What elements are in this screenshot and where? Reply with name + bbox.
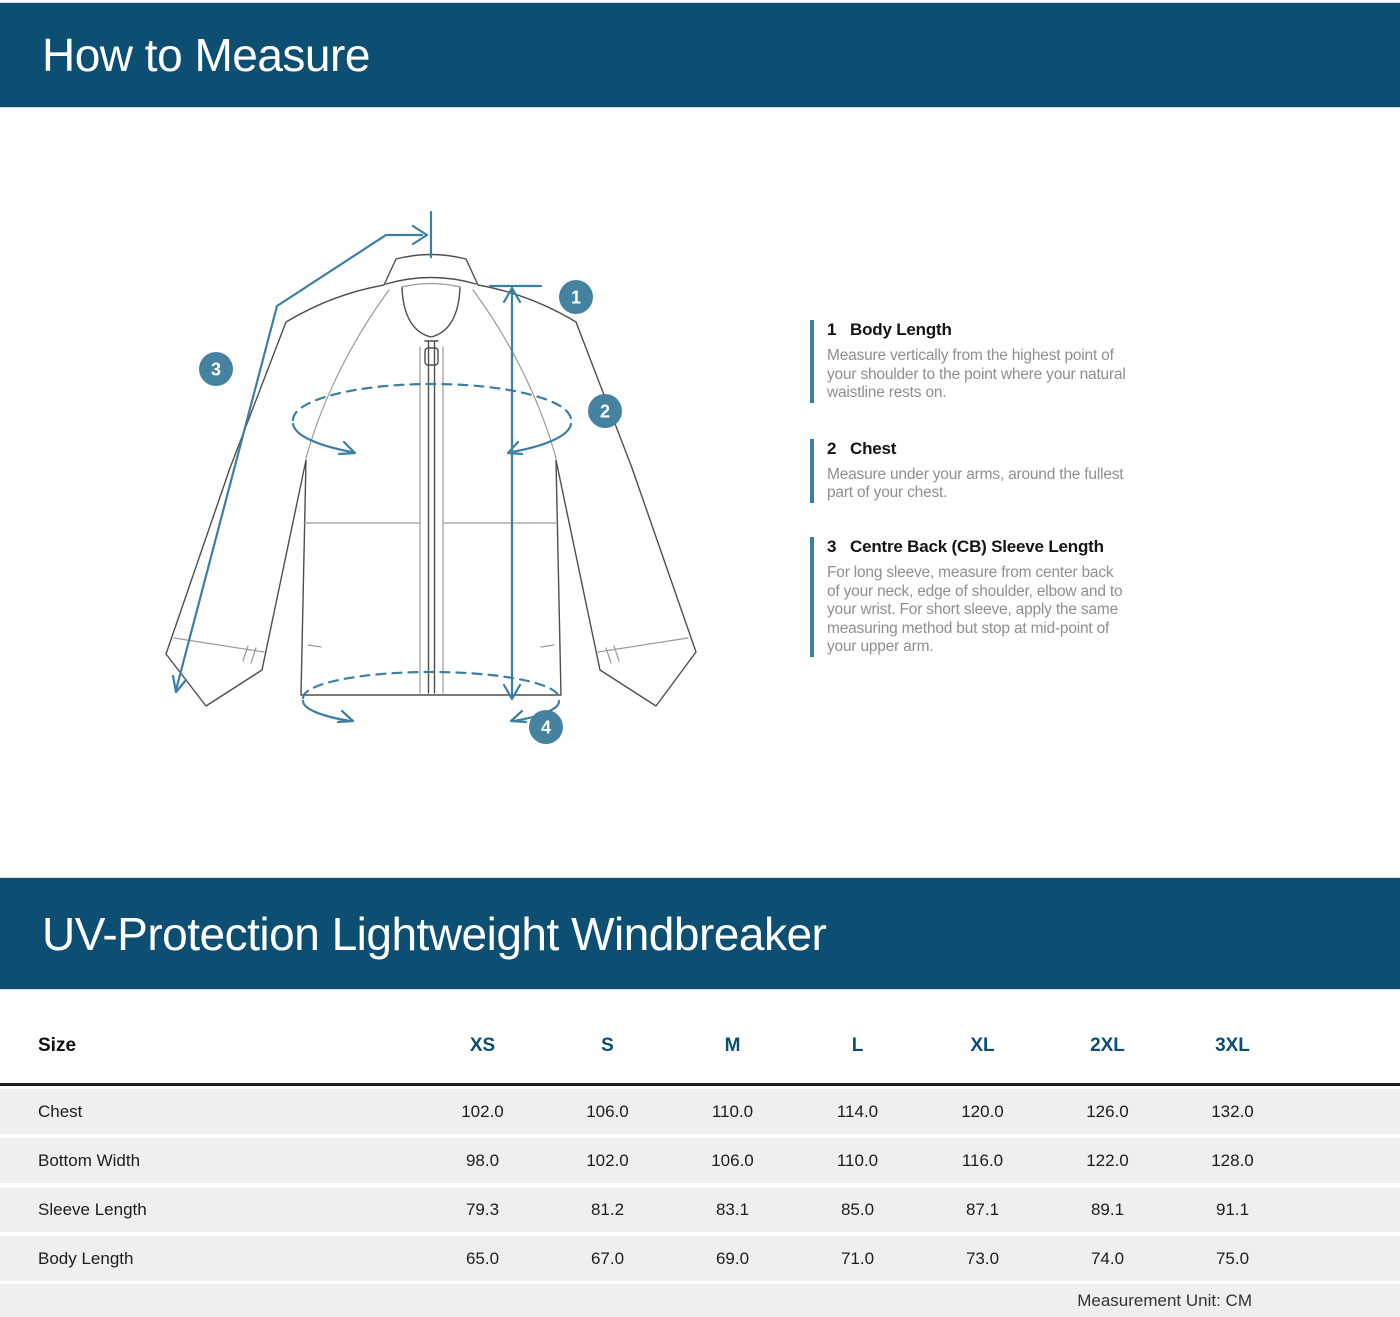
- column-header-2xl: 2XL: [1090, 1034, 1125, 1056]
- column-header-l: L: [851, 1034, 864, 1056]
- cell-value: 81.2: [590, 1199, 625, 1219]
- measurement-notes: [810, 320, 1132, 657]
- note-chest: [810, 439, 1132, 503]
- cell-value: 87.1: [965, 1199, 1000, 1219]
- cell-value: 128.0: [1211, 1150, 1254, 1170]
- note-heading: [827, 320, 1132, 340]
- cell-value: 120.0: [961, 1101, 1004, 1121]
- cell-value: 106.0: [586, 1101, 629, 1121]
- note-number: 2: [827, 438, 837, 458]
- cell-value: 102.0: [586, 1150, 629, 1170]
- row-label: Bottom Width: [38, 1150, 141, 1170]
- note-description: For long sleeve, measure from center back of your neck, edge of shoulder, elbow and to your wrist. For short sleeve, apply the same measuring method but stop at mid-point of your upper arm.: [827, 563, 1123, 656]
- cell-value: 110.0: [836, 1150, 879, 1170]
- cell-value: 116.0: [961, 1150, 1004, 1170]
- cell-value: 74.0: [1090, 1248, 1125, 1268]
- cell-value: 67.0: [590, 1248, 625, 1268]
- cell-value: 91.1: [1215, 1199, 1250, 1219]
- note-title: Chest: [850, 438, 897, 458]
- table-row-sleeve-length: [0, 1187, 1400, 1232]
- column-header-3xl: 3XL: [1215, 1034, 1250, 1056]
- cell-value: 89.1: [1090, 1199, 1125, 1219]
- cell-value: 75.0: [1215, 1248, 1250, 1268]
- cell-value: 85.0: [840, 1199, 875, 1219]
- table-row-bottom-width: [0, 1138, 1400, 1183]
- column-header-s: S: [601, 1034, 614, 1056]
- size-table-header: [0, 1008, 1400, 1086]
- note-number: 3: [827, 536, 837, 556]
- note-description: Measure vertically from the highest point of your shoulder to the point where your natural waistline rests on.: [827, 347, 1126, 402]
- table-row-body-length: [0, 1236, 1400, 1281]
- note-title: Centre Back (CB) Sleeve Length: [850, 536, 1104, 556]
- cell-value: 65.0: [465, 1248, 500, 1268]
- cell-value: 98.0: [465, 1150, 500, 1170]
- cell-value: 122.0: [1086, 1150, 1129, 1170]
- product-banner: [0, 877, 1400, 990]
- page-title: How to Measure: [42, 29, 370, 81]
- cell-value: 71.0: [840, 1248, 875, 1268]
- column-header-xs: XS: [469, 1034, 496, 1056]
- row-label: Sleeve Length: [38, 1199, 147, 1219]
- note-cb-sleeve-length: [810, 537, 1132, 657]
- note-number: 1: [827, 320, 837, 339]
- size-table: [0, 1008, 1400, 1317]
- cell-value: 79.3: [465, 1199, 500, 1219]
- callout-3-number: 3: [210, 359, 222, 380]
- jacket-outline: [166, 255, 696, 707]
- note-heading: [827, 537, 1132, 557]
- product-title: UV-Protection Lightweight Windbreaker: [42, 907, 827, 960]
- cell-value: 132.0: [1211, 1101, 1254, 1121]
- note-description: Measure under your arms, around the fullest part of your chest.: [827, 465, 1124, 502]
- measurement-unit-note: Measurement Unit: CM: [0, 1284, 1400, 1317]
- callout-1-number: 1: [570, 287, 582, 308]
- row-label: Body Length: [38, 1248, 134, 1268]
- cell-value: 69.0: [715, 1248, 750, 1268]
- size-header-label: Size: [38, 1034, 77, 1056]
- note-body-length: [810, 320, 1132, 403]
- cell-value: 110.0: [711, 1101, 754, 1121]
- callout-4-number: 4: [540, 717, 552, 738]
- cell-value: 114.0: [836, 1101, 879, 1121]
- cell-value: 102.0: [461, 1101, 504, 1121]
- callout-2-number: 2: [599, 401, 611, 422]
- jacket-measurement-diagram: [0, 0, 800, 790]
- cell-value: 83.1: [715, 1199, 750, 1219]
- cell-value: 126.0: [1086, 1101, 1129, 1121]
- column-header-m: M: [724, 1034, 741, 1056]
- cell-value: 73.0: [965, 1248, 1000, 1268]
- row-label: Chest: [38, 1101, 83, 1121]
- note-heading: [827, 439, 1132, 459]
- cell-value: 106.0: [711, 1150, 754, 1170]
- table-row-chest: [0, 1089, 1400, 1134]
- note-title: Body Length: [850, 320, 952, 339]
- column-header-xl: XL: [970, 1034, 995, 1056]
